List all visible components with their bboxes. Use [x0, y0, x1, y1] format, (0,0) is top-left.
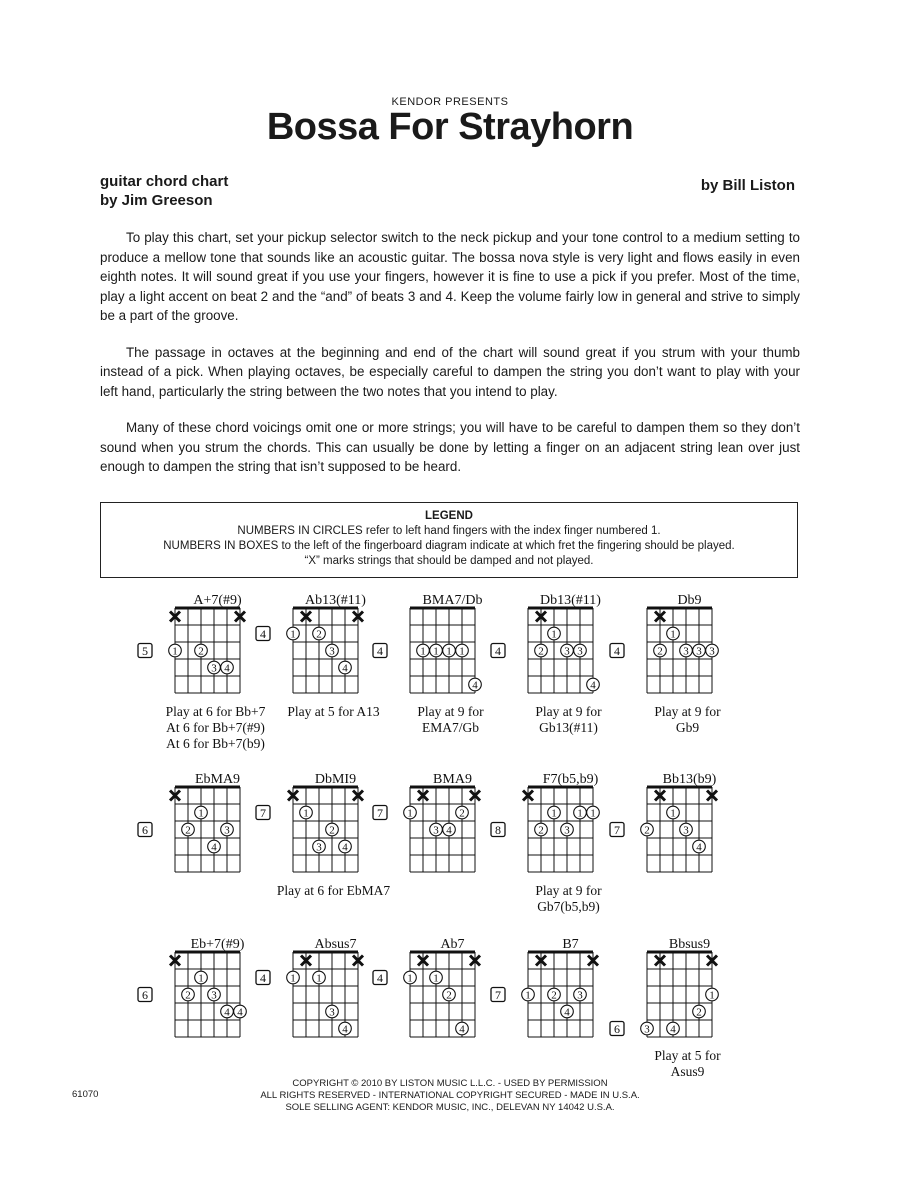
- finger-number: 3: [224, 824, 230, 837]
- chord-name: Bb13(b9): [662, 772, 717, 787]
- finger-dot: [339, 840, 352, 853]
- paragraph: The passage in octaves at the beginning and end of the chart will sound great if you strum with your thumb instead of a pick. When playing octaves, be especially careful to dampen the string you don’t want to play with your left hand, particularly the string between the two notes that you intend to play.: [100, 344, 800, 399]
- finger-number: 3: [433, 824, 439, 837]
- page-number: 61070: [72, 1089, 99, 1100]
- finger-number: 2: [644, 824, 650, 837]
- finger-number: 1: [551, 807, 557, 820]
- finger-dot: [456, 1022, 469, 1035]
- finger-dot: [641, 823, 654, 836]
- chord-name: BMA9: [433, 772, 472, 787]
- chord-name: EbMA9: [194, 772, 241, 787]
- finger-number: 4: [446, 824, 452, 837]
- finger-dot: [548, 627, 561, 640]
- finger-number: 3: [577, 645, 583, 658]
- chord-note: Play at 5 for: [654, 1048, 721, 1063]
- fret-number: 4: [377, 644, 383, 658]
- legend-heading: LEGEND: [425, 510, 473, 522]
- finger-number: 2: [459, 807, 465, 820]
- finger-dot: [456, 806, 469, 819]
- chord-name: B7: [562, 937, 579, 952]
- chord-note: Play at 5 for A13: [287, 704, 380, 719]
- finger-number: 2: [657, 645, 663, 658]
- finger-number: 3: [329, 1006, 335, 1019]
- finger-dot: [443, 988, 456, 1001]
- finger-dot: [680, 644, 693, 657]
- finger-dot: [667, 1022, 680, 1035]
- composer-credit: by Bill Liston: [700, 177, 795, 194]
- chord-name: Db13(#11): [540, 593, 601, 608]
- finger-dot: [169, 644, 182, 657]
- finger-dot: [195, 806, 208, 819]
- finger-dot: [574, 644, 587, 657]
- paragraph: To play this chart, set your pickup selector switch to the neck pickup and your tone control to a medium setting to produce a mellow tone that sounds like an acoustic guitar. The bossa nova style is very light and flows easily in even eighth notes. It will sound great if you use your fingers, however it is fine to use a pick if you prefer. Most of the time, play a light accent on beat 2 and the “and” of beats 3 and 4. Keep the volume fairly low in general and strive to simply be a part of the groove.: [100, 230, 800, 323]
- finger-number: 1: [316, 972, 322, 985]
- finger-dot: [548, 988, 561, 1001]
- chord-diagram-13: [373, 937, 480, 1037]
- chord-note: Gb13(#11): [539, 720, 598, 735]
- finger-number: 1: [525, 989, 531, 1002]
- finger-number: 2: [696, 1006, 702, 1019]
- chord-diagram-9: [491, 772, 602, 914]
- chord-note: Play at 9 for: [535, 704, 602, 719]
- finger-number: 1: [577, 807, 583, 820]
- chord-note: Play at 9 for: [417, 704, 484, 719]
- chord-name: A+7(#9): [193, 593, 242, 608]
- finger-number: 1: [433, 972, 439, 985]
- finger-number: 1: [709, 989, 715, 1002]
- finger-dot: [561, 1005, 574, 1018]
- finger-dot: [680, 823, 693, 836]
- finger-dot: [404, 806, 417, 819]
- finger-number: 3: [316, 841, 322, 854]
- copyright-line: SOLE SELLING AGENT: KENDOR MUSIC, INC., DELEVAN NY 14042 U.S.A.: [285, 1102, 615, 1113]
- finger-number: 4: [342, 662, 348, 675]
- finger-number: 4: [211, 841, 217, 854]
- finger-number: 4: [224, 662, 230, 675]
- finger-dot: [313, 627, 326, 640]
- chord-note: Play at 9 for: [535, 883, 602, 898]
- finger-number: 1: [303, 807, 309, 820]
- fret-number: 4: [377, 971, 383, 985]
- finger-dot: [182, 823, 195, 836]
- chord-name: F7(b5,b9): [542, 772, 599, 787]
- fret-number: 4: [495, 644, 501, 658]
- finger-number: 1: [172, 645, 178, 658]
- finger-dot: [339, 661, 352, 674]
- chord-name: Absus7: [314, 937, 357, 952]
- finger-number: 2: [551, 989, 557, 1002]
- finger-number: 4: [224, 1006, 230, 1019]
- finger-dot: [654, 644, 667, 657]
- chord-diagram-6: [138, 772, 240, 872]
- finger-number: 3: [564, 824, 570, 837]
- finger-number: 3: [696, 645, 702, 658]
- finger-dot: [404, 971, 417, 984]
- chord-diagram-12: [256, 937, 363, 1037]
- publisher-presents: KENDOR PRESENTS: [391, 96, 509, 108]
- finger-number: 3: [709, 645, 715, 658]
- finger-dot: [430, 971, 443, 984]
- chord-note: Gb9: [675, 720, 700, 735]
- finger-dot: [208, 988, 221, 1001]
- finger-number: 1: [290, 628, 296, 641]
- chord-note: EMA7/Gb: [422, 720, 479, 735]
- chord-diagram-14: [491, 937, 598, 1037]
- chord-diagram-15: [610, 937, 721, 1079]
- chord-name: DbMI9: [314, 772, 357, 787]
- piece-title: Bossa For Strayhorn: [266, 106, 634, 148]
- finger-number: 1: [198, 807, 204, 820]
- finger-number: 4: [472, 679, 478, 692]
- finger-number: 1: [420, 645, 426, 658]
- fret-number: 5: [142, 644, 148, 658]
- finger-number: 1: [407, 972, 413, 985]
- finger-dot: [641, 1022, 654, 1035]
- chord-name: Bbsus9: [668, 937, 711, 952]
- finger-dot: [287, 971, 300, 984]
- finger-number: 2: [316, 628, 322, 641]
- finger-number: 4: [670, 1023, 676, 1036]
- finger-number: 4: [237, 1006, 243, 1019]
- paragraph: Many of these chord voicings omit one or more strings; you will have to be careful to dampen them so they don’t sound when you strum the chords. This can usually be done by letting a finger on an adjacent string lean over just enough to dampen the string that isn’t supposed to be heard.: [100, 420, 800, 474]
- fret-number: 6: [142, 988, 148, 1002]
- finger-dot: [522, 988, 535, 1001]
- finger-dot: [417, 644, 430, 657]
- chord-diagram-7: [256, 772, 390, 898]
- finger-dot: [561, 823, 574, 836]
- finger-number: 3: [644, 1023, 650, 1036]
- finger-dot: [443, 823, 456, 836]
- finger-number: 3: [211, 989, 217, 1002]
- finger-number: 1: [407, 807, 413, 820]
- finger-number: 1: [290, 972, 296, 985]
- copyright-notice: [0, 1078, 900, 1114]
- finger-dot: [706, 988, 719, 1001]
- fret-number: 4: [260, 971, 266, 985]
- legend-line: “X” marks strings that should be damped and not played.: [304, 555, 594, 567]
- finger-number: 1: [459, 645, 465, 658]
- finger-number: 3: [211, 662, 217, 675]
- finger-dot: [430, 823, 443, 836]
- finger-number: 3: [683, 645, 689, 658]
- chord-name: Ab13(#11): [305, 593, 366, 608]
- finger-dot: [535, 823, 548, 836]
- finger-number: 1: [670, 628, 676, 641]
- finger-dot: [587, 678, 600, 691]
- finger-number: 4: [590, 679, 596, 692]
- chord-diagram-2: [256, 593, 380, 719]
- fret-number: 7: [495, 988, 501, 1002]
- finger-number: 4: [564, 1006, 570, 1019]
- finger-dot: [561, 644, 574, 657]
- finger-number: 3: [564, 645, 570, 658]
- fret-number: 4: [614, 644, 620, 658]
- finger-dot: [706, 644, 719, 657]
- finger-dot: [221, 661, 234, 674]
- chord-diagram-8: [373, 772, 480, 872]
- finger-dot: [300, 806, 313, 819]
- fret-number: 7: [260, 806, 266, 820]
- finger-dot: [574, 988, 587, 1001]
- finger-dot: [443, 644, 456, 657]
- finger-dot: [208, 661, 221, 674]
- finger-number: 2: [185, 824, 191, 837]
- finger-dot: [574, 806, 587, 819]
- finger-dot: [234, 1005, 247, 1018]
- finger-dot: [456, 644, 469, 657]
- finger-dot: [693, 644, 706, 657]
- chord-name: BMA7/Db: [422, 593, 483, 608]
- finger-number: 1: [433, 645, 439, 658]
- finger-dot: [667, 627, 680, 640]
- finger-number: 2: [185, 989, 191, 1002]
- chord-diagram-5: [610, 593, 721, 735]
- finger-dot: [326, 823, 339, 836]
- fret-number: 4: [260, 627, 266, 641]
- finger-dot: [221, 1005, 234, 1018]
- chord-note: Play at 6 for Bb+7: [165, 704, 266, 719]
- chord-diagram-3: [373, 593, 484, 735]
- chord-note: Asus9: [670, 1064, 705, 1079]
- finger-number: 4: [459, 1023, 465, 1036]
- finger-dot: [182, 988, 195, 1001]
- fret-number: 8: [495, 823, 501, 837]
- finger-dot: [667, 806, 680, 819]
- copyright-line: ALL RIGHTS RESERVED - INTERNATIONAL COPYRIGHT SECURED - MADE IN U.S.A.: [260, 1090, 640, 1101]
- finger-number: 2: [538, 645, 544, 658]
- finger-dot: [535, 644, 548, 657]
- finger-number: 1: [551, 628, 557, 641]
- chord-note: Play at 9 for: [654, 704, 721, 719]
- chord-name: Ab7: [440, 937, 465, 952]
- finger-dot: [587, 806, 600, 819]
- finger-dot: [221, 823, 234, 836]
- finger-dot: [693, 1005, 706, 1018]
- finger-dot: [287, 627, 300, 640]
- chart-type: guitar chord chart: [100, 173, 229, 190]
- finger-dot: [195, 971, 208, 984]
- finger-dot: [313, 840, 326, 853]
- fret-number: 6: [142, 823, 148, 837]
- chord-diagram-11: [138, 937, 246, 1037]
- chord-name: Eb+7(#9): [190, 937, 245, 952]
- chord-note: Play at 6 for EbMA7: [276, 883, 391, 898]
- finger-number: 4: [342, 841, 348, 854]
- finger-number: 3: [683, 824, 689, 837]
- legend-line: NUMBERS IN BOXES to the left of the fingerboard diagram indicate at which fret the fingering should be played.: [163, 540, 735, 552]
- chord-diagram-10: [610, 772, 717, 872]
- chord-note: At 6 for Bb+7(b9): [166, 736, 265, 751]
- finger-dot: [339, 1022, 352, 1035]
- finger-number: 3: [329, 645, 335, 658]
- finger-dot: [326, 1005, 339, 1018]
- finger-number: 3: [577, 989, 583, 1002]
- finger-dot: [548, 806, 561, 819]
- fret-number: 7: [377, 806, 383, 820]
- finger-number: 1: [670, 807, 676, 820]
- finger-number: 2: [538, 824, 544, 837]
- legend-line: NUMBERS IN CIRCLES refer to left hand fingers with the index finger numbered 1.: [237, 525, 661, 537]
- finger-dot: [208, 840, 221, 853]
- finger-number: 1: [590, 807, 596, 820]
- copyright-line: COPYRIGHT © 2010 BY LISTON MUSIC L.L.C. - USED BY PERMISSION: [292, 1078, 608, 1089]
- finger-dot: [313, 971, 326, 984]
- finger-dot: [693, 840, 706, 853]
- chord-note: At 6 for Bb+7(#9): [166, 720, 265, 735]
- chord-name: Db9: [677, 593, 702, 608]
- finger-number: 4: [696, 841, 702, 854]
- fret-number: 7: [614, 823, 620, 837]
- chord-diagram-1: [138, 593, 266, 751]
- finger-dot: [326, 644, 339, 657]
- finger-number: 2: [446, 989, 452, 1002]
- finger-number: 1: [446, 645, 452, 658]
- arranger-name: by Jim Greeson: [100, 192, 213, 209]
- finger-number: 4: [342, 1023, 348, 1036]
- chord-diagram-4: [491, 593, 602, 735]
- fret-number: 6: [614, 1022, 620, 1036]
- finger-number: 2: [329, 824, 335, 837]
- finger-dot: [430, 644, 443, 657]
- finger-dot: [195, 644, 208, 657]
- finger-dot: [469, 678, 482, 691]
- finger-number: 1: [198, 972, 204, 985]
- chord-note: Gb7(b5,b9): [537, 899, 600, 914]
- finger-number: 2: [198, 645, 204, 658]
